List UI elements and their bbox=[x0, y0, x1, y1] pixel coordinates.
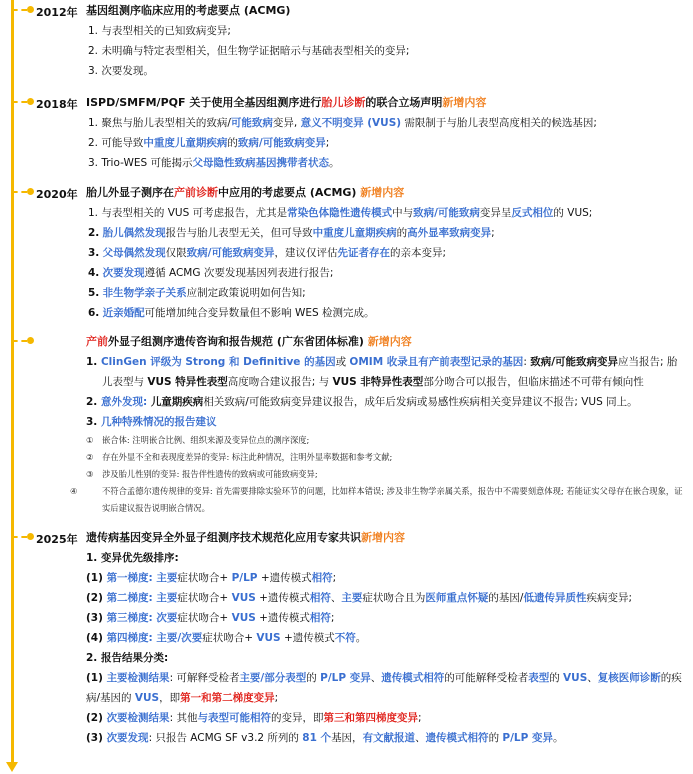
list-item: 3. 几种特殊情况的报告建议 bbox=[86, 416, 217, 428]
section-heading: 1. 变异优先级排序: bbox=[86, 552, 179, 564]
timeline-marker bbox=[12, 97, 34, 107]
sub-item: ④ 不符合孟德尔遗传规律的变异: 首先需要排除实验环节的问题，比如样本错误; 涉及非生物学亲属关系，报告中不需要刻意体现; 若能证实父母存在嵌合现象，证实后建议报告说明嵌合情况。 bbox=[70, 486, 683, 513]
list-item: 1. ClinGen 评级为 Strong 和 Definitive 的基因或 OMIM 收录且有产前表型记录的基因: 致病/可能致病变异应当报告; 胎儿表型与 VUS 特异性表型高度吻合建议报告; 与 VUS 非特异性表型部分吻合可以报告，但临床描述不可带有倾向性 bbox=[86, 356, 678, 388]
list-item: 2. 胎儿偶然发现报告与胎儿表型无关，但可导致中重度儿童期疾病的高外显率致病变异; bbox=[88, 227, 495, 239]
list-item: (1) 主要检测结果: 可解释受检者主要/部分表型的 P/LP 变异、遗传模式相符的可能解释受检者表型的 VUS、复核医师诊断的疾病/基因的 VUS，即第一和第二梯度变异; bbox=[86, 672, 682, 704]
list-item: 2. 意外发现: 儿童期疾病相关致病/可能致病变异建议报告，成年后发病或易感性疾病相关变异建议不报告; VUS 同上。 bbox=[86, 396, 638, 408]
list-item: 2. 可能导致中重度儿童期疾病的致病/可能致病变异; bbox=[88, 137, 330, 149]
timeline-marker bbox=[12, 5, 34, 15]
guideline-title: 基因组测序临床应用的考虑要点 (ACMG) bbox=[86, 4, 291, 17]
timeline-marker bbox=[12, 336, 34, 346]
list-item: (2) 次要检测结果: 其他与表型可能相符的变异，即第三和第四梯度变异; bbox=[86, 712, 422, 724]
guideline-title: ISPD/SMFM/PQF 关于使用全基因组测序进行胎儿诊断的联合立场声明新增内容 bbox=[86, 96, 487, 109]
guideline-2012 bbox=[86, 4, 686, 81]
list-item: (4) 第四梯度: 主要/次要症状吻合+ VUS +遗传模式不符。 bbox=[86, 632, 367, 644]
list-item: (2) 第二梯度: 主要症状吻合+ VUS +遗传模式相符、主要症状吻合且为医师重点怀疑的基因/低遗传异质性疾病变异; bbox=[86, 592, 633, 604]
sub-item: ③ 涉及胎儿性别的变异: 报告伴性遗传的致病或可能致病变异; bbox=[86, 469, 318, 479]
list-item: (3) 次要发现: 只报告 ACMG SF v3.2 所列的 81 个基因，有文献报道、遗传模式相符的 P/LP 变异。 bbox=[86, 732, 564, 744]
guideline-2025 bbox=[86, 531, 686, 748]
list-item: 3. Trio-WES 可能揭示父母隐性致病基因携带者状态。 bbox=[88, 157, 340, 169]
list-item: (3) 第三梯度: 次要症状吻合+ VUS +遗传模式相符; bbox=[86, 612, 335, 624]
timeline-marker bbox=[12, 532, 34, 542]
guideline-2020 bbox=[86, 186, 686, 323]
timeline-axis bbox=[11, 0, 14, 764]
guideline-title: 产前外显子组测序遗传咨询和报告规范 (广东省团体标准) 新增内容 bbox=[86, 335, 412, 348]
section-heading: 2. 报告结果分类: bbox=[86, 652, 169, 664]
list-item: (1) 第一梯度: 主要症状吻合+ P/LP +遗传模式相符; bbox=[86, 572, 337, 584]
guideline-guangdong bbox=[70, 335, 686, 517]
list-item: 3. 父母偶然发现仅限致病/可能致病变异，建议仅评估先证者存在的亲本变异; bbox=[88, 247, 447, 259]
timeline-arrow-icon bbox=[6, 762, 18, 772]
guideline-title: 遗传病基因变异全外显子组测序技术规范化应用专家共识新增内容 bbox=[86, 531, 405, 544]
guideline-title: 胎儿外显子测序在产前诊断中应用的考虑要点 (ACMG) 新增内容 bbox=[86, 186, 405, 199]
guideline-2018 bbox=[86, 96, 686, 173]
year-label: 2012年 bbox=[36, 6, 78, 19]
timeline-marker bbox=[12, 187, 34, 197]
year-label: 2025年 bbox=[36, 533, 78, 546]
sub-item: ① 嵌合体: 注明嵌合比例、组织来源及变异位点的测序深度; bbox=[86, 435, 310, 445]
sub-item: ② 存在外显不全和表现度差异的变异: 标注此种情况，注明外显率数据和参考文献; bbox=[86, 452, 393, 462]
year-label: 2018年 bbox=[36, 98, 78, 111]
list-item: 3. 次要发现。 bbox=[88, 65, 154, 77]
list-item: 2. 未明确与特定表型相关，但生物学证据暗示与基础表型相关的变异; bbox=[88, 45, 410, 57]
list-item: 1. 与表型相关的 VUS 可考虑报告，尤其是常染色体隐性遗传模式中与致病/可能致病变异呈反式相位的 VUS; bbox=[88, 207, 593, 219]
list-item: 5. 非生物学亲子关系应制定政策说明如何告知; bbox=[88, 287, 306, 299]
year-label: 2020年 bbox=[36, 188, 78, 201]
list-item: 4. 次要发现遵循 ACMG 次要发现基因列表进行报告; bbox=[88, 267, 334, 279]
list-item: 1. 与表型相关的已知致病变异; bbox=[88, 25, 231, 37]
list-item: 6. 近亲婚配可能增加纯合变异数量但不影响 WES 检测完成。 bbox=[88, 307, 375, 319]
list-item: 1. 聚焦与胎儿表型相关的致病/可能致病变异, 意义不明变异 (VUS) 需限制于与胎儿表型高度相关的候选基因; bbox=[88, 117, 597, 129]
